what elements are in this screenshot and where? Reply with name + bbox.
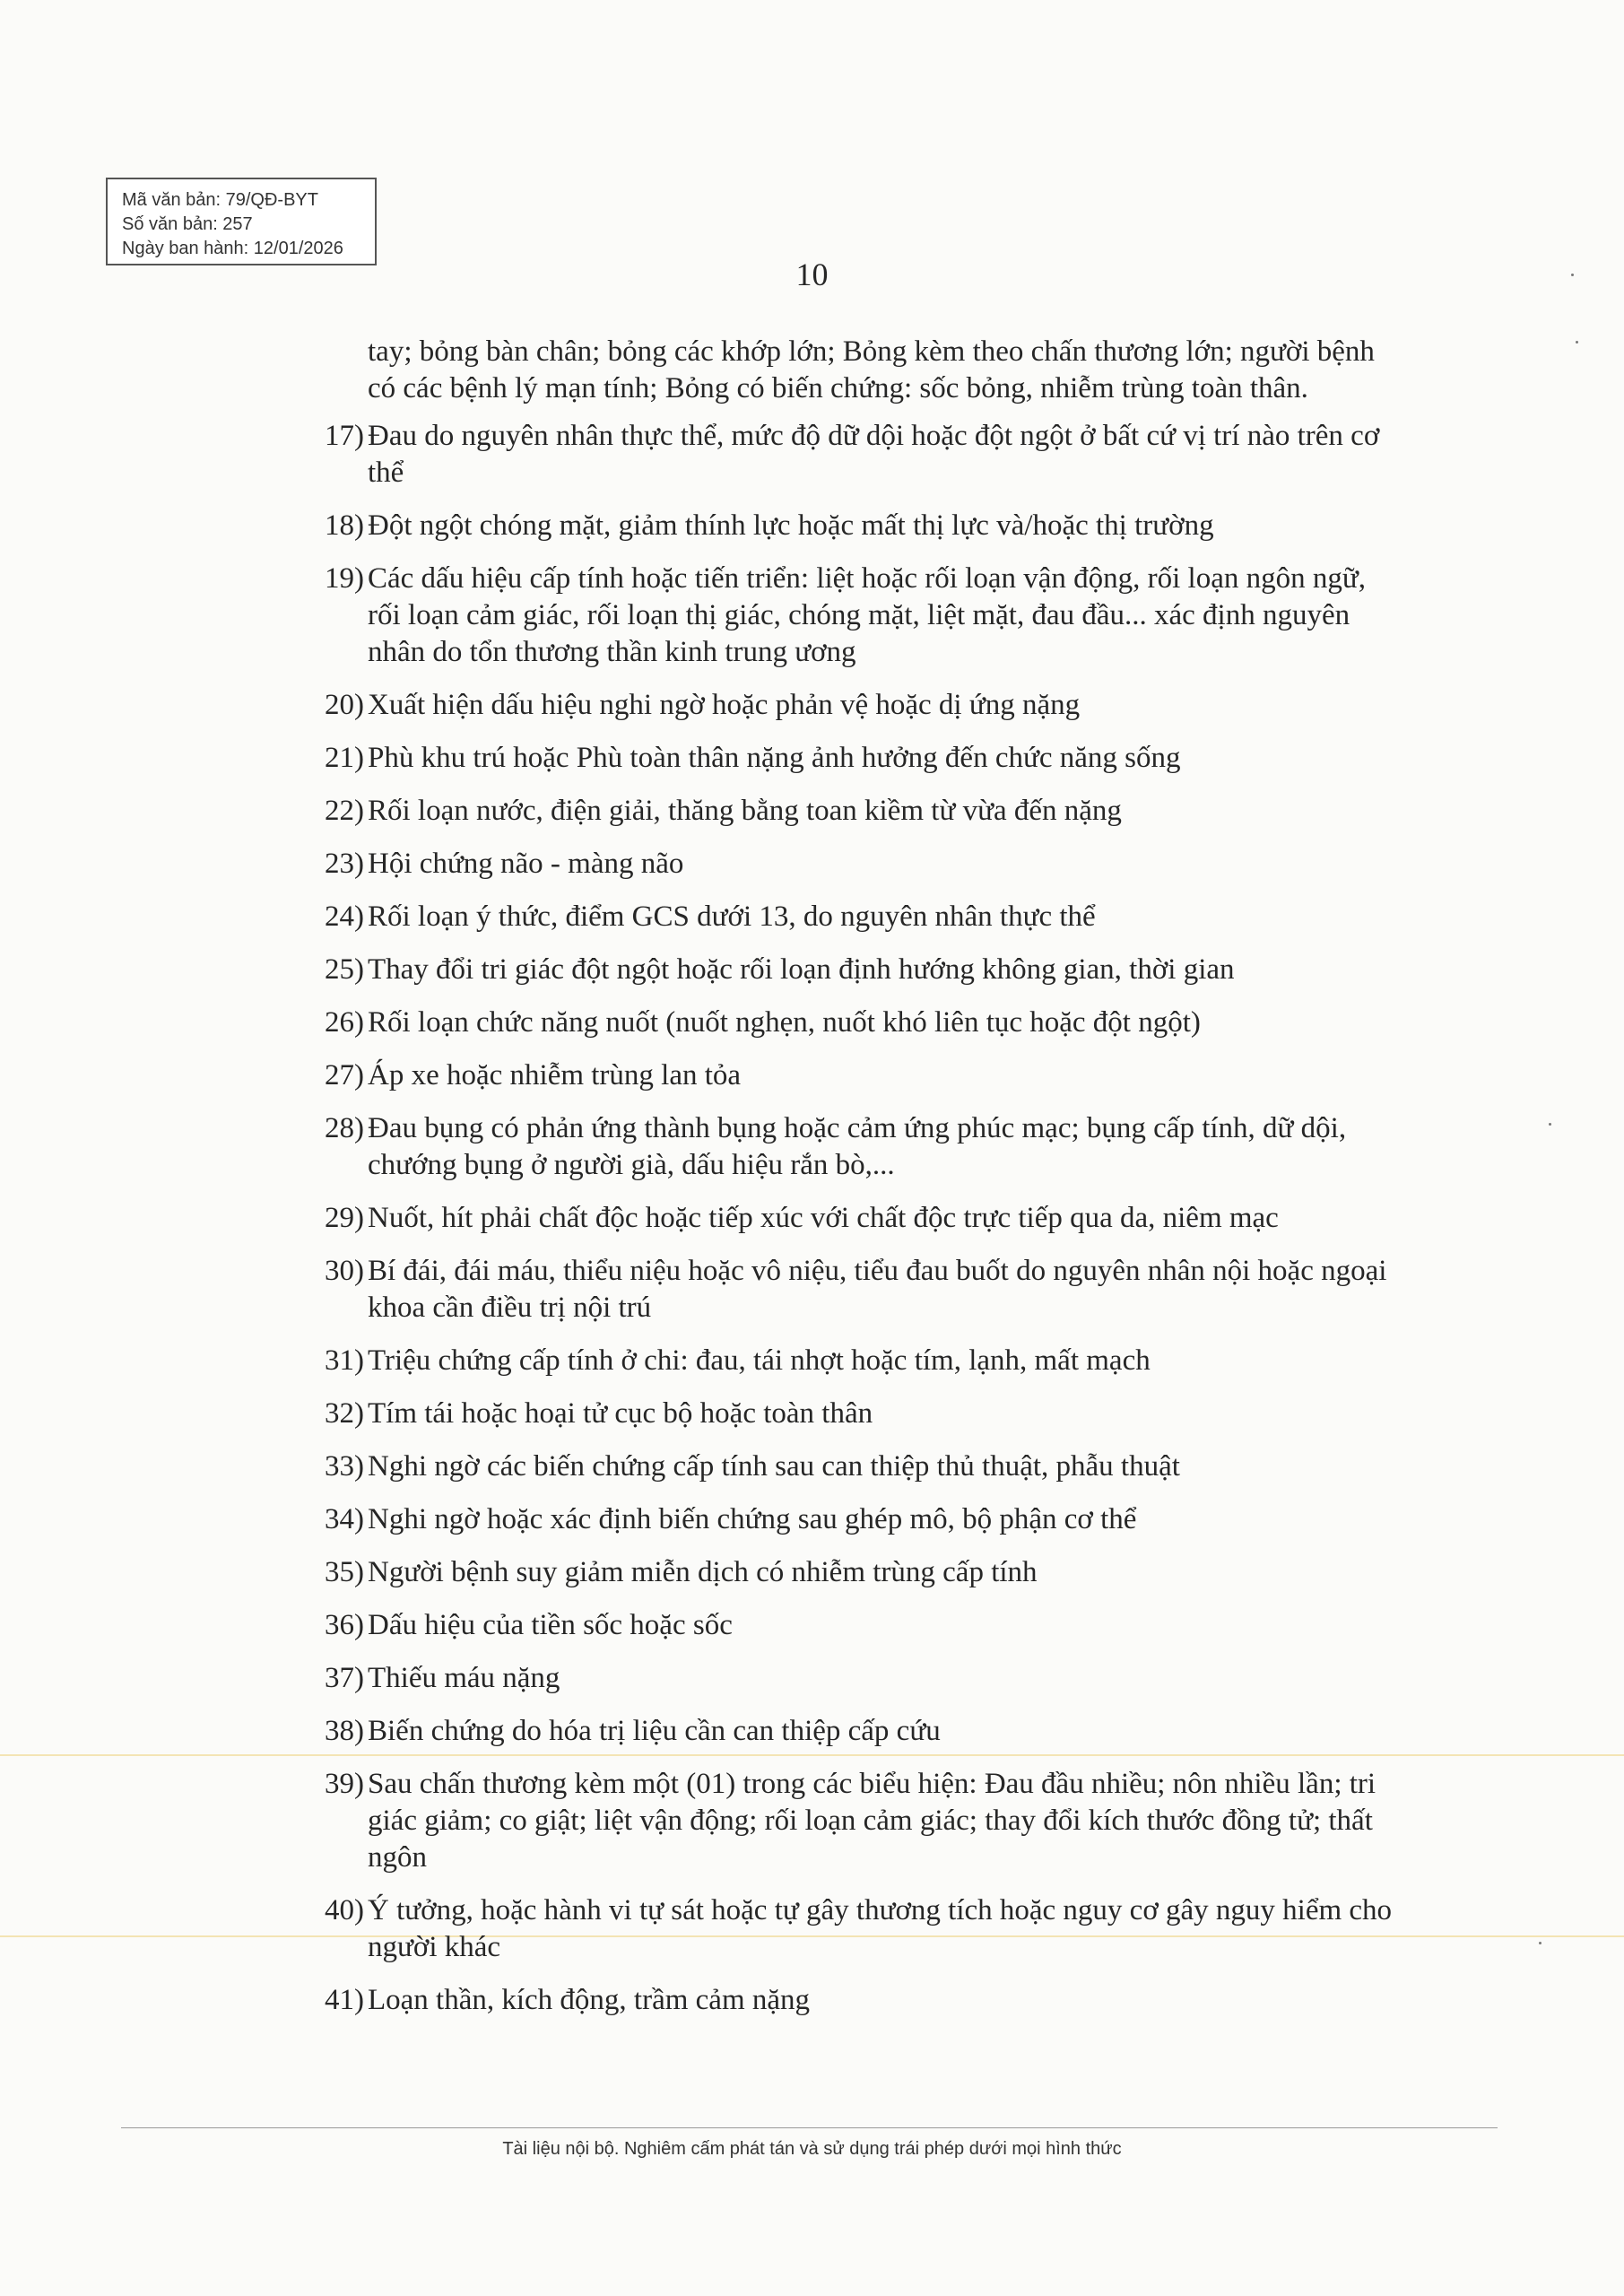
list-item-text: Nghi ngờ các biến chứng cấp tính sau can thiệp thủ thuật, phẫu thuật xyxy=(368,1450,1180,1483)
list-item-number: 21) xyxy=(325,742,364,774)
document-stamp xyxy=(106,178,377,265)
list-item-text: Dấu hiệu của tiền sốc hoặc sốc xyxy=(368,1609,733,1641)
list-item-number: 40) xyxy=(325,1894,364,1926)
list-item xyxy=(287,1396,1399,1432)
list-item-number: 19) xyxy=(325,562,364,595)
list-item xyxy=(287,418,1399,491)
list-item-number: 23) xyxy=(325,848,364,880)
list-item xyxy=(287,687,1399,724)
list-item xyxy=(287,1501,1399,1538)
list-item-text: Nuốt, hít phải chất độc hoặc tiếp xúc với chất độc trực tiếp qua da, niêm mạc xyxy=(368,1202,1279,1234)
list-item xyxy=(287,1110,1399,1184)
list-item-text: Tím tái hoặc hoại tử cục bộ hoặc toàn thân xyxy=(368,1397,873,1430)
list-item-number: 41) xyxy=(325,1984,364,2016)
list-item-number: 36) xyxy=(325,1609,364,1641)
list-item-text: Rối loạn chức năng nuốt (nuốt nghẹn, nuốt khó liên tục hoặc đột ngột) xyxy=(368,1006,1201,1039)
list-item xyxy=(287,899,1399,935)
list-item xyxy=(287,793,1399,830)
stamp-issue-date: Ngày ban hành: 12/01/2026 xyxy=(122,239,343,258)
list-item-text: Áp xe hoặc nhiễm trùng lan tỏa xyxy=(368,1059,742,1091)
list-item-number: 26) xyxy=(325,1006,364,1039)
list-item-number: 34) xyxy=(325,1503,364,1535)
list-item-number: 39) xyxy=(325,1768,364,1800)
list-item xyxy=(287,561,1399,671)
scan-speck xyxy=(1576,341,1578,344)
list-item-text: Thiếu máu nặng xyxy=(368,1662,560,1694)
list-item xyxy=(287,1892,1399,1966)
scan-speck xyxy=(1539,1942,1541,1944)
list-item-text: Đau bụng có phản ứng thành bụng hoặc cảm ứng phúc mạc; bụng cấp tính, dữ dội, chướng bụng ở người già, dấu hiệu rắn bò,... xyxy=(368,1112,1347,1181)
list-item xyxy=(287,1982,1399,2019)
list-item-text: Hội chứng não - màng não xyxy=(368,848,684,880)
list-item-text: Ý tưởng, hoặc hành vi tự sát hoặc tự gây thương tích hoặc nguy cơ gây nguy hiểm cho người khác xyxy=(368,1894,1393,1963)
list-item-text: Loạn thần, kích động, trầm cảm nặng xyxy=(368,1984,811,2016)
footer-divider xyxy=(121,2127,1498,2128)
list-item-number: 37) xyxy=(325,1662,364,1694)
list-item xyxy=(287,1448,1399,1485)
list-item-text: Xuất hiện dấu hiệu nghi ngờ hoặc phản vệ hoặc dị ứng nặng xyxy=(368,689,1081,721)
list-item-text: Người bệnh suy giảm miễn dịch có nhiễm trùng cấp tính xyxy=(368,1556,1038,1588)
list-item-number: 31) xyxy=(325,1344,364,1377)
list-item-text: Nghi ngờ hoặc xác định biến chứng sau ghép mô, bộ phận cơ thể xyxy=(368,1503,1137,1535)
list-item-text: Bí đái, đái máu, thiểu niệu hoặc vô niệu, tiểu đau buốt do nguyên nhân nội hoặc ngoại khoa cần điều trị nội trú xyxy=(368,1255,1387,1324)
list-item-number: 24) xyxy=(325,900,364,933)
document-body xyxy=(287,334,1399,2035)
list-item xyxy=(287,1554,1399,1591)
list-item-number: 17) xyxy=(325,420,364,452)
stamp-doc-code: Mã văn bản: 79/QĐ-BYT xyxy=(122,190,318,210)
list-item xyxy=(287,1253,1399,1326)
list-item-number: 38) xyxy=(325,1715,364,1747)
list-item xyxy=(287,1713,1399,1750)
list-item-number: 20) xyxy=(325,689,364,721)
list-item xyxy=(287,952,1399,988)
list-item-number: 32) xyxy=(325,1397,364,1430)
list-item xyxy=(287,1660,1399,1697)
list-item xyxy=(287,1607,1399,1644)
list-item-text: Phù khu trú hoặc Phù toàn thân nặng ảnh hưởng đến chức năng sống xyxy=(368,742,1181,774)
list-item-number: 18) xyxy=(325,509,364,542)
list-item-number: 30) xyxy=(325,1255,364,1287)
list-item-text: Các dấu hiệu cấp tính hoặc tiến triển: liệt hoặc rối loạn vận động, rối loạn ngôn ngữ, rối loạn cảm giác, rối loạn thị giác, chóng mặt, liệt mặt, đau đầu... xác định nguyên nhân do tổn thương thần kinh trung ương xyxy=(368,562,1366,668)
page-number: 10 xyxy=(795,257,829,292)
list-item-text: Triệu chứng cấp tính ở chi: đau, tái nhợt hoặc tím, lạnh, mất mạch xyxy=(368,1344,1151,1377)
list-item-number: 35) xyxy=(325,1556,364,1588)
list-item-text: Rối loạn nước, điện giải, thăng bằng toan kiềm từ vừa đến nặng xyxy=(368,795,1122,827)
scan-speck xyxy=(1571,274,1574,276)
list-item-number: 22) xyxy=(325,795,364,827)
list-item-number: 29) xyxy=(325,1202,364,1234)
list-item-text: Sau chấn thương kèm một (01) trong các biểu hiện: Đau đầu nhiều; nôn nhiều lần; tri giác giảm; co giật; liệt vận động; rối loạn cảm giác; thay đổi kích thước đồng tử; thất ngôn xyxy=(368,1768,1376,1874)
list-item-number: 25) xyxy=(325,953,364,986)
list-item xyxy=(287,1766,1399,1876)
list-item-text: Đột ngột chóng mặt, giảm thính lực hoặc mất thị lực và/hoặc thị trường xyxy=(368,509,1214,542)
list-item xyxy=(287,740,1399,777)
footer-notice: Tài liệu nội bộ. Nghiêm cấm phát tán và sử dụng trái phép dưới mọi hình thức xyxy=(502,2139,1122,2159)
list-item-number: 33) xyxy=(325,1450,364,1483)
list-item xyxy=(287,1057,1399,1094)
list-item-number: 27) xyxy=(325,1059,364,1091)
list-item-text: Biến chứng do hóa trị liệu cần can thiệp cấp cứu xyxy=(368,1715,941,1747)
list-item xyxy=(287,846,1399,883)
scan-speck xyxy=(1549,1123,1551,1126)
list-item-text: Rối loạn ý thức, điểm GCS dưới 13, do nguyên nhân thực thể xyxy=(368,900,1096,933)
list-item-number: 28) xyxy=(325,1112,364,1144)
list-item xyxy=(287,1004,1399,1041)
list-item-text: Đau do nguyên nhân thực thể, mức độ dữ dội hoặc đột ngột ở bất cứ vị trí nào trên cơ thể xyxy=(368,420,1380,489)
criteria-list xyxy=(287,418,1399,2019)
list-item-text: Thay đổi tri giác đột ngột hoặc rối loạn định hướng không gian, thời gian xyxy=(368,953,1235,986)
list-item xyxy=(287,1343,1399,1379)
list-item xyxy=(287,1200,1399,1237)
stamp-doc-number: Số văn bản: 257 xyxy=(122,214,253,234)
continuation-paragraph: tay; bỏng bàn chân; bỏng các khớp lớn; Bỏng kèm theo chấn thương lớn; người bệnh có các bệnh lý mạn tính; Bỏng có biến chứng: sốc bỏng, nhiễm trùng toàn thân. xyxy=(368,335,1375,404)
list-item xyxy=(287,508,1399,544)
